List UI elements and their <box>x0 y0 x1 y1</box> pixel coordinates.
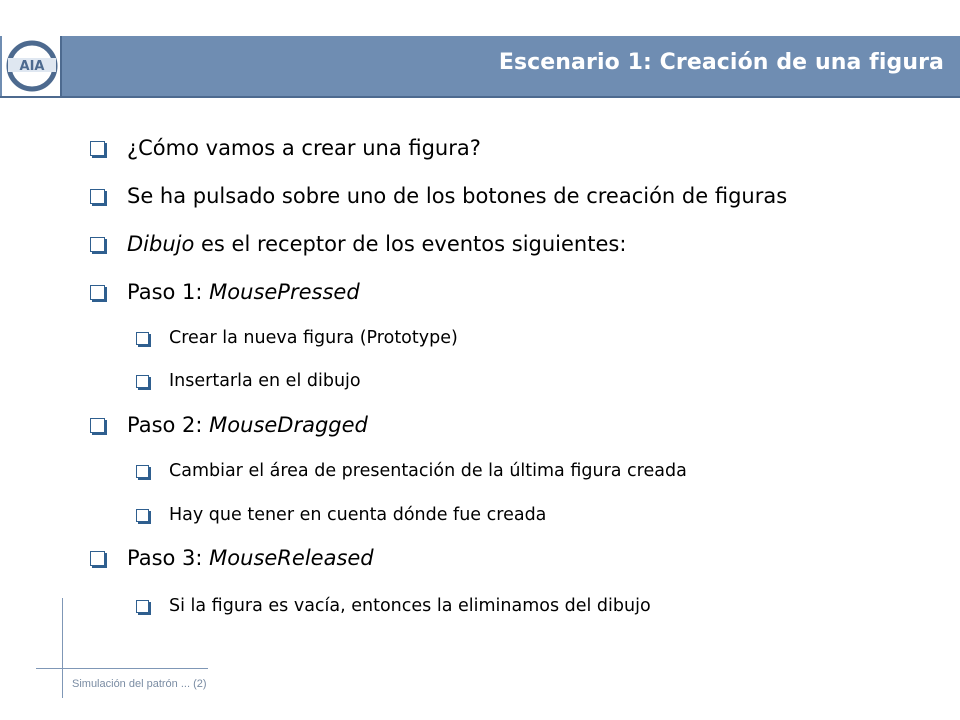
svg-text:AIA: AIA <box>19 59 45 74</box>
bullet-text: Si la figura es vacía, entonces la eliminamos del dibujo <box>169 596 651 616</box>
sub-bullet-item <box>136 371 361 391</box>
sub-bullet-item <box>136 328 458 348</box>
bullet-text: Hay que tener en cuenta dónde fue creada <box>169 505 547 525</box>
sub-bullet-item <box>136 596 651 616</box>
sub-bullet-item <box>136 505 546 525</box>
checkbox-bullet-icon <box>90 141 105 156</box>
bullet-item <box>90 413 368 437</box>
checkbox-bullet-icon <box>136 509 149 522</box>
bullet-item <box>90 184 787 208</box>
gaia-logo <box>2 36 62 96</box>
footer-divider-horizontal <box>36 668 208 669</box>
checkbox-bullet-icon <box>90 189 105 204</box>
sub-bullet-item <box>136 461 687 481</box>
checkbox-bullet-icon <box>90 418 105 433</box>
bullet-item <box>90 280 360 304</box>
bullet-text: Crear la nueva figura (Prototype) <box>169 328 458 348</box>
bullet-item <box>90 136 481 160</box>
bullet-text: Paso 1: MousePressed <box>127 280 360 304</box>
bullet-text: Paso 2: MouseDragged <box>127 413 368 437</box>
bullet-text: Insertarla en el dibujo <box>169 371 361 391</box>
bullet-text: Se ha pulsado sobre uno de los botones de creación de figuras <box>127 184 788 208</box>
slide-footer: Simulación del patrón ... (2) <box>72 678 207 690</box>
footer-divider-vertical <box>62 598 63 698</box>
bullet-item <box>90 546 374 570</box>
checkbox-bullet-icon <box>90 551 105 566</box>
bullet-text: Paso 3: MouseReleased <box>127 546 374 570</box>
bullet-item <box>90 232 626 256</box>
bullet-text: ¿Cómo vamos a crear una figura? <box>127 136 481 160</box>
checkbox-bullet-icon <box>90 237 105 252</box>
checkbox-bullet-icon <box>136 600 149 613</box>
checkbox-bullet-icon <box>136 465 149 478</box>
bullet-text: Cambiar el área de presentación de la última figura creada <box>169 461 687 481</box>
slide-title: Escenario 1: Creación de una figura <box>498 50 944 75</box>
checkbox-bullet-icon <box>136 375 149 388</box>
checkbox-bullet-icon <box>136 332 149 345</box>
checkbox-bullet-icon <box>90 285 105 300</box>
bullet-text: Dibujo es el receptor de los eventos siguientes: <box>127 232 627 256</box>
